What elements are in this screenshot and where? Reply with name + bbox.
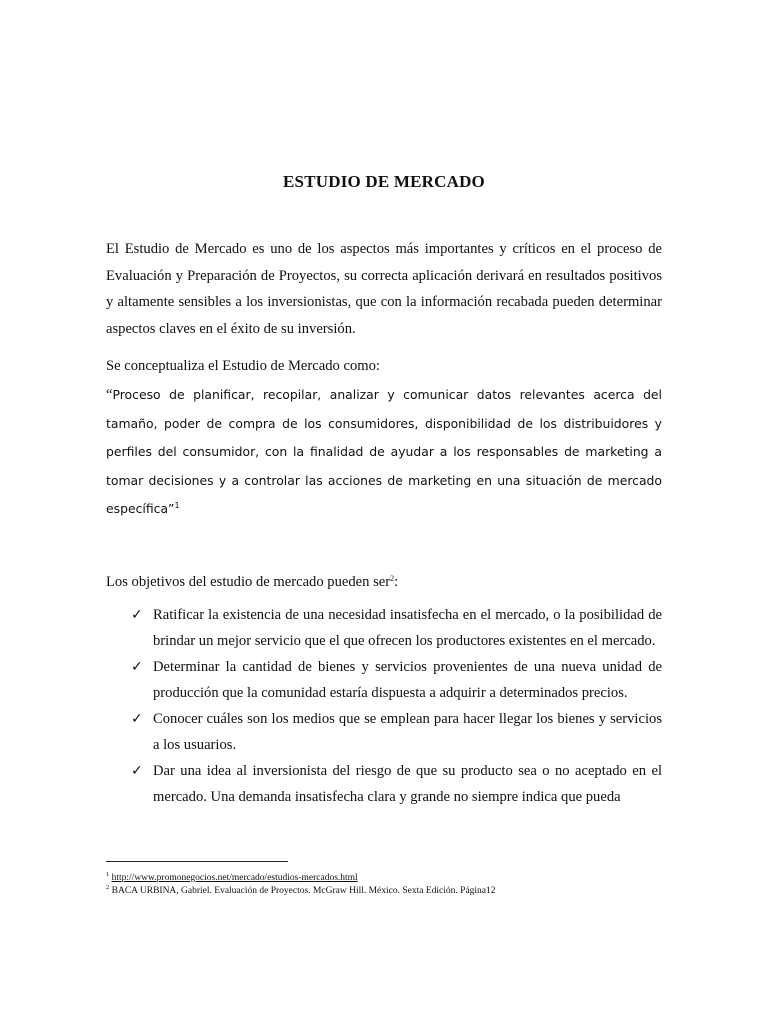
list-item [131, 706, 662, 758]
document-title: ESTUDIO DE MERCADO [283, 172, 485, 191]
checkmark-icon: ✓ [131, 607, 143, 623]
definition-quote [106, 381, 662, 524]
objectives-list [131, 602, 662, 810]
objectives-colon: : [394, 574, 399, 590]
footnote-2 [106, 885, 496, 897]
footnote-divider [106, 861, 288, 862]
footnote-2-text: BACA URBINA, Gabriel. Evaluación de Proyectos. McGraw Hill. México. Sexta Edición. Página12 [111, 886, 496, 896]
checkmark-icon: ✓ [131, 763, 143, 779]
quote-close-mark: ” [168, 501, 175, 516]
list-item [131, 758, 662, 810]
checkmark-icon: ✓ [131, 711, 143, 727]
quote-open-mark: “ [106, 387, 113, 403]
list-item-text: Dar una idea al inversionista del riesgo de que su producto sea o no aceptado en el mercado. Una demanda insatisfecha clara y grande no siempre indica que pueda [153, 763, 662, 805]
checkmark-icon: ✓ [131, 659, 143, 675]
list-item-text: Conocer cuáles son los medios que se emplean para hacer llegar los bienes y servicios a los usuarios. [153, 711, 662, 753]
list-item-text: Determinar la cantidad de bienes y servicios provenientes de una nueva unidad de producción que la comunidad estaría dispuesta a adquirir a determinados precios. [153, 659, 662, 701]
list-item-text: Ratificar la existencia de una necesidad insatisfecha en el mercado, o la posibilidad de brindar un mejor servicio que el que ofrecen los productores existentes en el mercado. [153, 607, 662, 649]
footnote-1-link[interactable]: http://www.promonegocios.net/mercado/estudios-mercados.html [111, 873, 358, 883]
footnote-2-number: 2 [106, 884, 110, 891]
list-item [131, 602, 662, 654]
footnote-ref-2: 2 [390, 574, 395, 583]
list-item [131, 654, 662, 706]
objectives-intro [106, 569, 398, 595]
concept-paragraph: Se conceptualiza el Estudio de Mercado como: [106, 358, 380, 374]
footnote-1 [106, 872, 358, 884]
objectives-intro-text: Los objetivos del estudio de mercado pueden ser [106, 574, 391, 590]
footnote-1-number: 1 [106, 871, 110, 878]
quote-text: Proceso de planificar, recopilar, analizar y comunicar datos relevantes acerca del tamaño, poder de compra de los consumidores, disponibilidad de los distribuidores y perfiles del consumidor, con la finalidad de ayudar a los responsables de marketing a tomar decisiones y a controlar las acciones de marketing en una situación de mercado específica [106, 387, 662, 516]
intro-paragraph: El Estudio de Mercado es uno de los aspectos más importantes y críticos en el proceso de Evaluación y Preparación de Proyectos, su correcta aplicación derivará en resultados positivos y altamente sensibles a los inversionistas, que con la información recabada pueden determinar aspectos claves en el éxito de su inversión. [106, 241, 662, 337]
footnote-ref-1: 1 [174, 501, 180, 510]
